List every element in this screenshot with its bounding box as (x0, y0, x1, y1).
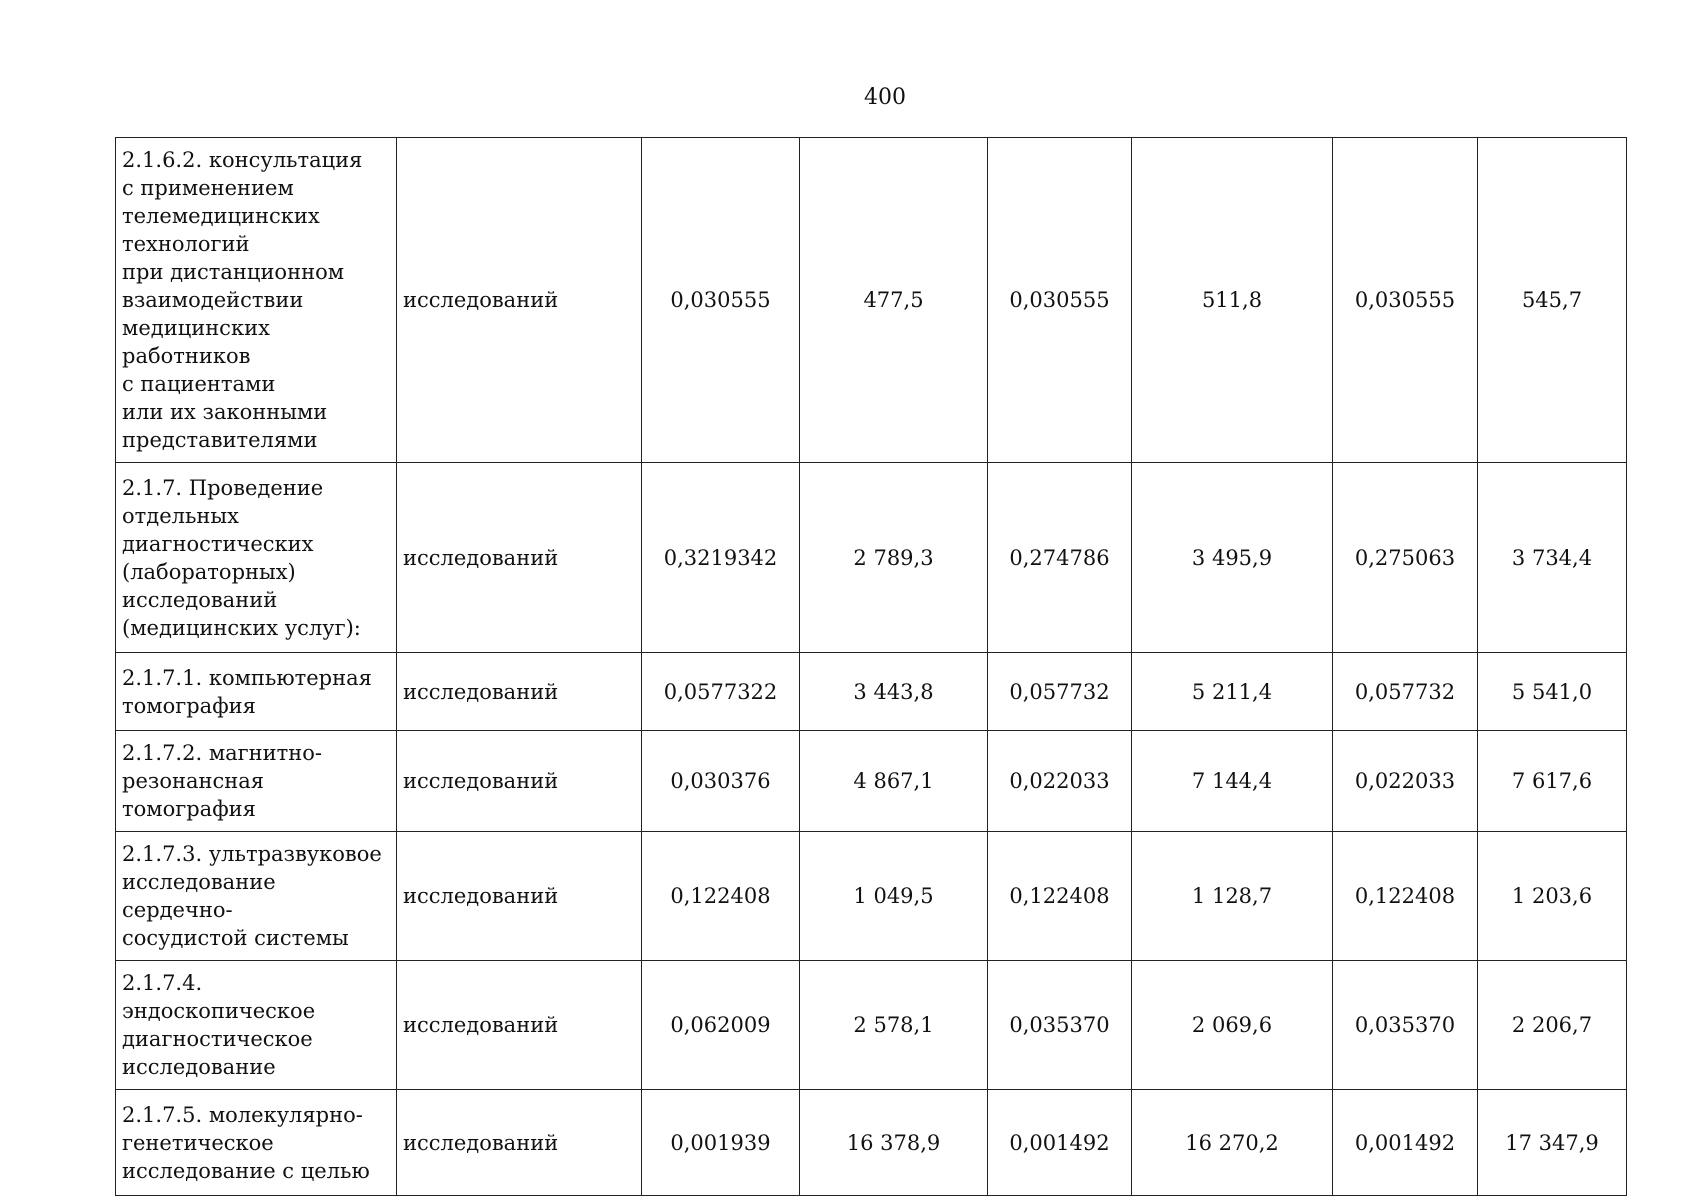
value-cell: 2 069,6 (1132, 961, 1333, 1090)
value-cell: 545,7 (1478, 138, 1627, 463)
standards-table (115, 137, 1627, 1196)
value-cell: 0,001939 (642, 1090, 800, 1196)
page-number: 400 (864, 85, 906, 110)
table-row (116, 138, 1627, 463)
value-cell: 3 734,4 (1478, 463, 1627, 653)
row-name-cell: 2.1.7.4. эндоскопическое диагностическое исследование (116, 961, 397, 1090)
value-cell: 0,122408 (988, 832, 1132, 961)
table-row (116, 731, 1627, 832)
value-cell: 0,030555 (1333, 138, 1478, 463)
unit-cell: исследований (397, 138, 642, 463)
value-cell: 0,275063 (1333, 463, 1478, 653)
value-cell: 3 443,8 (800, 653, 988, 731)
unit-cell: исследований (397, 961, 642, 1090)
value-cell: 0,001492 (1333, 1090, 1478, 1196)
row-name-cell: 2.1.7.5. молекулярно- генетическое исследование с целью (116, 1090, 397, 1196)
value-cell: 16 270,2 (1132, 1090, 1333, 1196)
value-cell: 0,122408 (1333, 832, 1478, 961)
row-name-cell: 2.1.7.1. компьютерная томография (116, 653, 397, 731)
unit-cell: исследований (397, 653, 642, 731)
value-cell: 1 049,5 (800, 832, 988, 961)
value-cell: 0,0577322 (642, 653, 800, 731)
value-cell: 2 789,3 (800, 463, 988, 653)
value-cell: 3 495,9 (1132, 463, 1333, 653)
value-cell: 0,030376 (642, 731, 800, 832)
value-cell: 0,001492 (988, 1090, 1132, 1196)
value-cell: 2 206,7 (1478, 961, 1627, 1090)
row-name-cell: 2.1.6.2. консультация с применением телемедицинских технологий при дистанционном взаимодействии медицинских работников с пациентами или их законными представителями (116, 138, 397, 463)
unit-cell: исследований (397, 1090, 642, 1196)
value-cell: 0,274786 (988, 463, 1132, 653)
value-cell: 0,035370 (988, 961, 1132, 1090)
value-cell: 477,5 (800, 138, 988, 463)
row-name-cell: 2.1.7. Проведение отдельных диагностических (лабораторных) исследований (медицинских услуг): (116, 463, 397, 653)
row-name-cell: 2.1.7.2. магнитно- резонансная томография (116, 731, 397, 832)
value-cell: 0,3219342 (642, 463, 800, 653)
unit-cell: исследований (397, 832, 642, 961)
value-cell: 5 211,4 (1132, 653, 1333, 731)
value-cell: 0,062009 (642, 961, 800, 1090)
unit-cell: исследований (397, 731, 642, 832)
table-row (116, 961, 1627, 1090)
value-cell: 0,035370 (1333, 961, 1478, 1090)
value-cell: 4 867,1 (800, 731, 988, 832)
value-cell: 16 378,9 (800, 1090, 988, 1196)
value-cell: 7 144,4 (1132, 731, 1333, 832)
value-cell: 0,057732 (1333, 653, 1478, 731)
value-cell: 1 128,7 (1132, 832, 1333, 961)
table-row (116, 463, 1627, 653)
row-name-cell: 2.1.7.3. ультразвуковое исследование сердечно- сосудистой системы (116, 832, 397, 961)
value-cell: 7 617,6 (1478, 731, 1627, 832)
table-row (116, 832, 1627, 961)
value-cell: 0,030555 (642, 138, 800, 463)
value-cell: 17 347,9 (1478, 1090, 1627, 1196)
value-cell: 0,022033 (988, 731, 1132, 832)
value-cell: 0,022033 (1333, 731, 1478, 832)
table-row (116, 1090, 1627, 1196)
unit-cell: исследований (397, 463, 642, 653)
table-row (116, 653, 1627, 731)
value-cell: 5 541,0 (1478, 653, 1627, 731)
value-cell: 0,122408 (642, 832, 800, 961)
value-cell: 1 203,6 (1478, 832, 1627, 961)
value-cell: 511,8 (1132, 138, 1333, 463)
value-cell: 2 578,1 (800, 961, 988, 1090)
value-cell: 0,057732 (988, 653, 1132, 731)
value-cell: 0,030555 (988, 138, 1132, 463)
